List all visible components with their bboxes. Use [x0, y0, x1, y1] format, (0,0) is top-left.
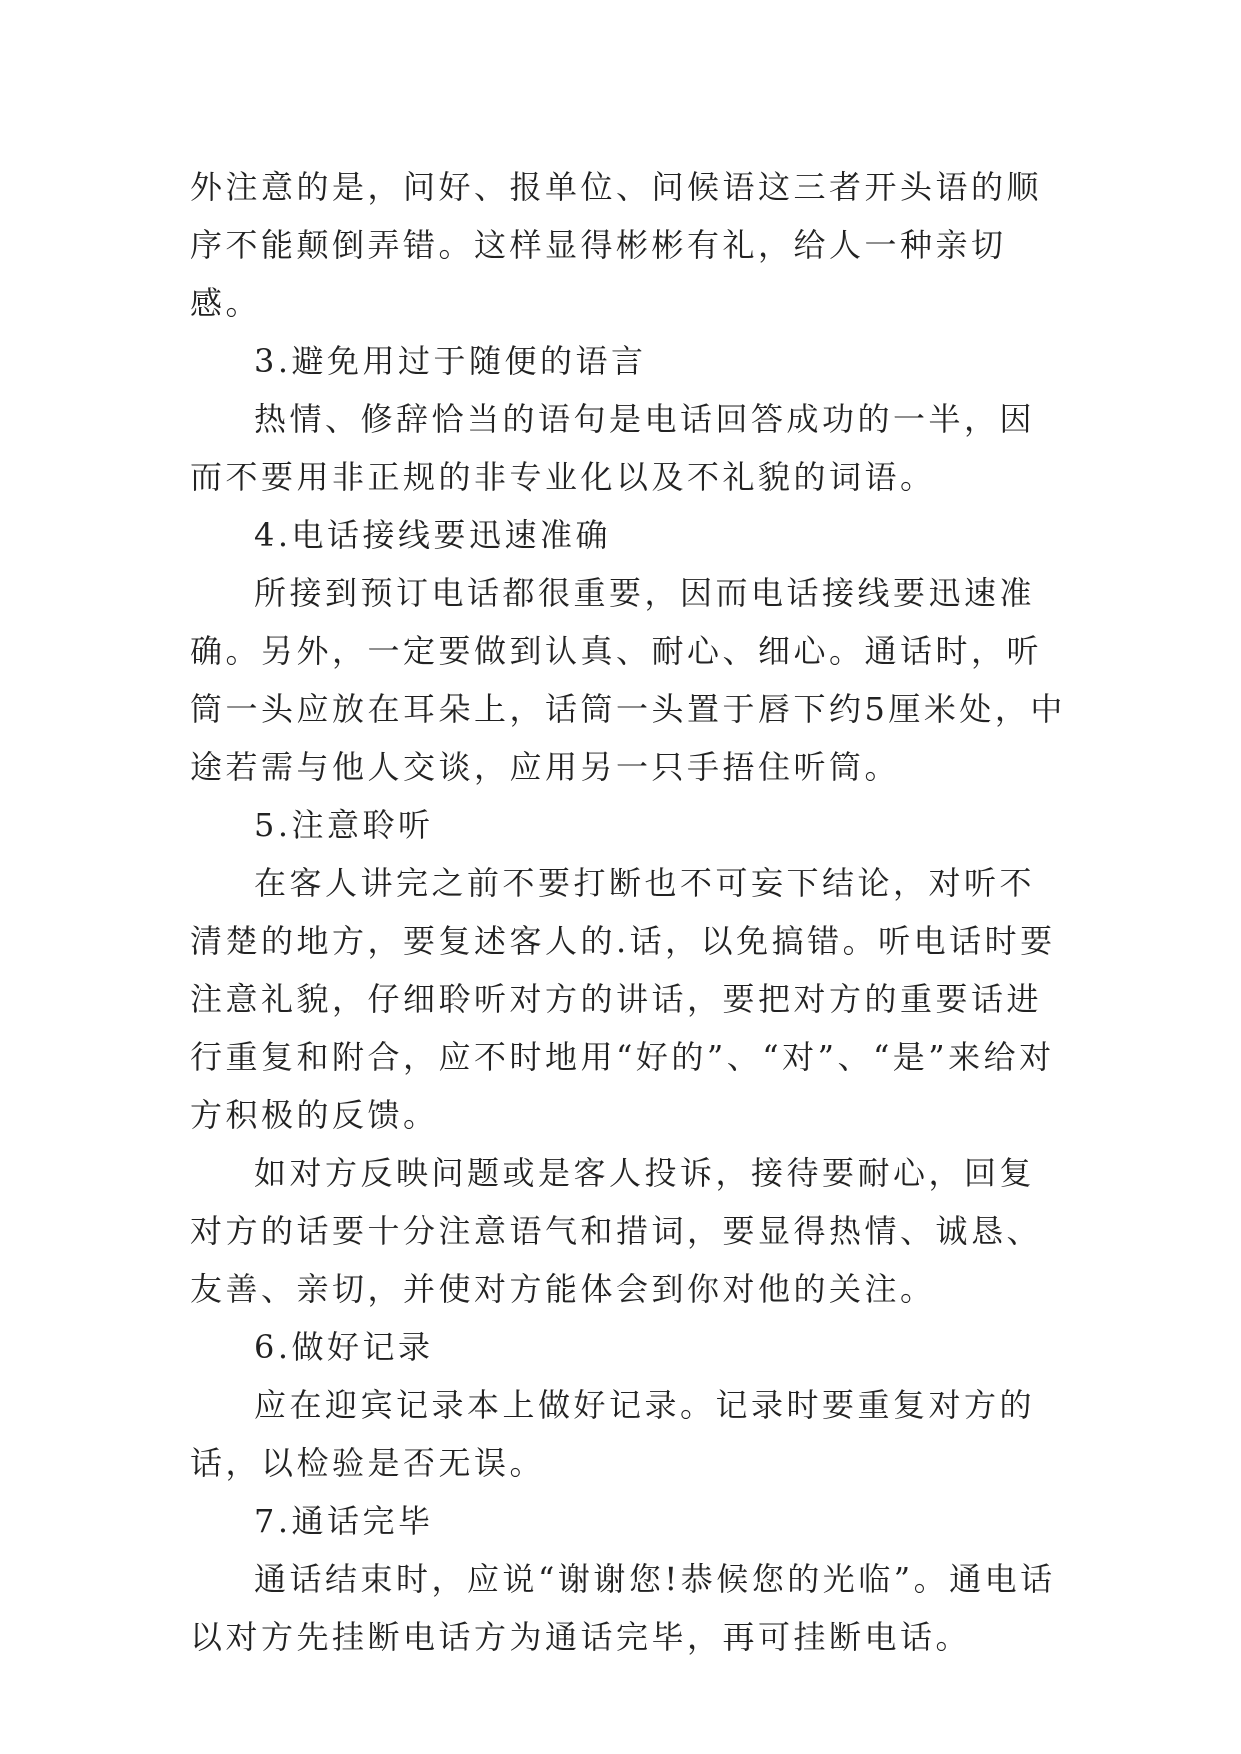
paragraph-section-6: 应在迎宾记录本上做好记录。记录时要重复对方的话，以检验是否无误。	[190, 1386, 1036, 1482]
paragraph-section-5b: 如对方反映问题或是客人投诉，接待要耐心，回复对方的话要十分注意语气和措词，要显得热情、诚恳、友善、亲切，并使对方能体会到你对他的关注。	[190, 1154, 1043, 1308]
paragraph-section-3: 热情、修辞恰当的语句是电话回答成功的一半，因而不要用非正规的非专业化以及不礼貌的词语。	[190, 400, 1036, 496]
section-heading-6: 6.做好记录	[254, 1328, 434, 1366]
section-heading-5: 5.注意聆听	[254, 806, 434, 844]
section-heading-3: 3.避免用过于随便的语言	[254, 342, 647, 380]
paragraph-continuation: 外注意的是，问好、报单位、问候语这三者开头语的顺序不能颠倒弄错。这样显得彬彬有礼，给人一种亲切感。	[190, 168, 1043, 322]
document-body	[190, 158, 1070, 1666]
section-heading-4: 4.电话接线要迅速准确	[254, 516, 612, 554]
paragraph-section-4: 所接到预订电话都很重要，因而电话接线要迅速准确。另外，一定要做到认真、耐心、细心。通话时，听筒一头应放在耳朵上，话筒一头置于唇下约5厘米处，中途若需与他人交谈，应用另一只手捂住听筒。	[190, 574, 1066, 786]
paragraph-section-7: 通话结束时，应说“谢谢您!恭候您的光临”。通电话以对方先挂断电话方为通话完毕，再可挂断电话。	[190, 1560, 1056, 1656]
paragraph-section-5a: 在客人讲完之前不要打断也不可妄下结论，对听不清楚的地方，要复述客人的.话，以免搞错。听电话时要注意礼貌，仔细聆听对方的讲话，要把对方的重要话进行重复和附合，应不时地用“好的”、“对”、“是”来给对方积极的反馈。	[190, 864, 1056, 1134]
section-heading-7: 7.通话完毕	[254, 1502, 434, 1540]
